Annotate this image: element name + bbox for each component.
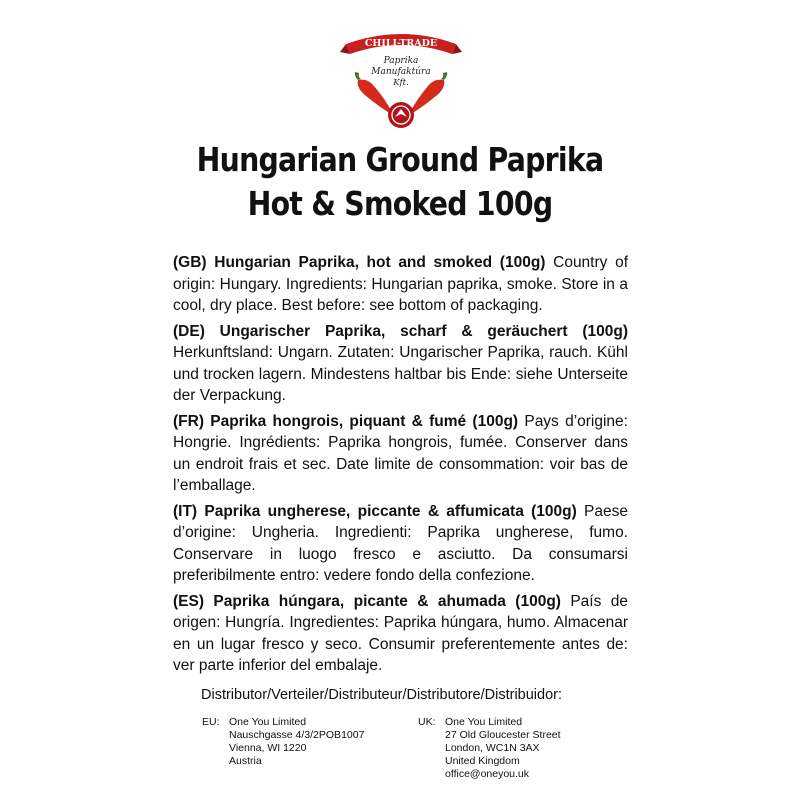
distributor-heading: Distributor/Verteiler/Distributeur/Distributore/Distribuidor:	[201, 687, 563, 703]
chili-trade-logo-graphic	[340, 18, 462, 130]
section-fr	[173, 411, 628, 497]
section-it-text: Paese d’origine: Ungheria. Ingredienti: Paprika ungherese, fumo. Conservare in luogo fresco e asciutto. Da consumarsi preferibilmente entro: vedere fondo della confezione.	[173, 502, 628, 584]
pepper-icon-right	[408, 80, 444, 116]
section-fr-text: Pays d’origine: Hongrie. Ingrédients: Paprika hongrois, fumée. Conserver dans un endroit frais et sec. Date limite de consommation: voir bas de l’emballage.	[173, 412, 628, 494]
section-fr-heading: (FR) Paprika hongrois, piquant & fumé (100g)	[173, 412, 519, 430]
uk-address-line: 27 Old Gloucester Street	[445, 729, 561, 741]
eu-tag: EU:	[202, 716, 220, 728]
section-es-heading: (ES) Paprika húngara, picante & ahumada (100g)	[173, 592, 561, 610]
product-title-line1: Hungarian Ground Paprika	[196, 140, 604, 179]
pepper-icon-left	[358, 80, 394, 116]
section-gb-text: Country of origin: Hungary. Ingredients: Hungarian paprika, smoke. Store in a cool, dry place. Best before: see bottom of packaging.	[173, 254, 628, 314]
section-es	[173, 591, 628, 677]
pepper-stem-left	[355, 72, 361, 80]
eu-address	[202, 716, 364, 768]
multilingual-description	[173, 252, 628, 681]
eu-address-line: Nauschgasse 4/3/2POB1007	[229, 729, 365, 741]
section-de	[173, 321, 628, 407]
eu-address-lines	[229, 716, 364, 768]
eu-address-line: One You Limited	[229, 716, 307, 728]
logo-line3: Kft.	[393, 78, 409, 88]
uk-address-line: One You Limited	[445, 716, 523, 728]
pepper-stem-right	[441, 72, 447, 80]
section-gb-heading: (GB) Hungarian Paprika, hot and smoked (100g)	[173, 254, 546, 271]
brand-logo	[340, 18, 462, 130]
section-it	[173, 501, 628, 587]
section-de-text: Herkunftsland: Ungarn. Zutaten: Ungarischer Paprika, rauch. Kühl und trocken lagern. Mindestens haltbar bis Ende: siehe Unterseite der Verpackung.	[173, 344, 628, 404]
section-es-text: País de origen: Hungría. Ingredientes: Paprika húngara, humo. Almacenar en un lugar fresco y seco. Consumir preferentemente antes de: ver parte inferior del embalaje.	[173, 592, 628, 674]
uk-address	[418, 716, 561, 781]
uk-email: office@oneyou.uk	[445, 768, 530, 780]
eu-address-line: Vienna, WI 1220	[229, 742, 307, 754]
product-title-line2: Hot & Smoked 100g	[247, 184, 553, 223]
logo-brand-text: CHILI-TRADE	[364, 38, 438, 49]
section-it-heading: (IT) Paprika ungherese, piccante & affumicata (100g)	[173, 502, 577, 520]
section-de-heading: (DE) Ungarischer Paprika, scharf & geräuchert (100g)	[173, 322, 628, 340]
uk-tag: UK:	[418, 716, 436, 728]
logo-line1: Paprika	[383, 56, 419, 66]
logo-line2: Manufaktúra	[371, 67, 431, 77]
uk-address-lines	[445, 716, 561, 781]
section-gb	[173, 252, 628, 317]
uk-address-line: London, WC1N 3AX	[445, 742, 540, 754]
eu-address-line: Austria	[229, 755, 262, 767]
uk-address-line: United Kingdom	[445, 755, 520, 767]
product-title	[56, 138, 744, 226]
